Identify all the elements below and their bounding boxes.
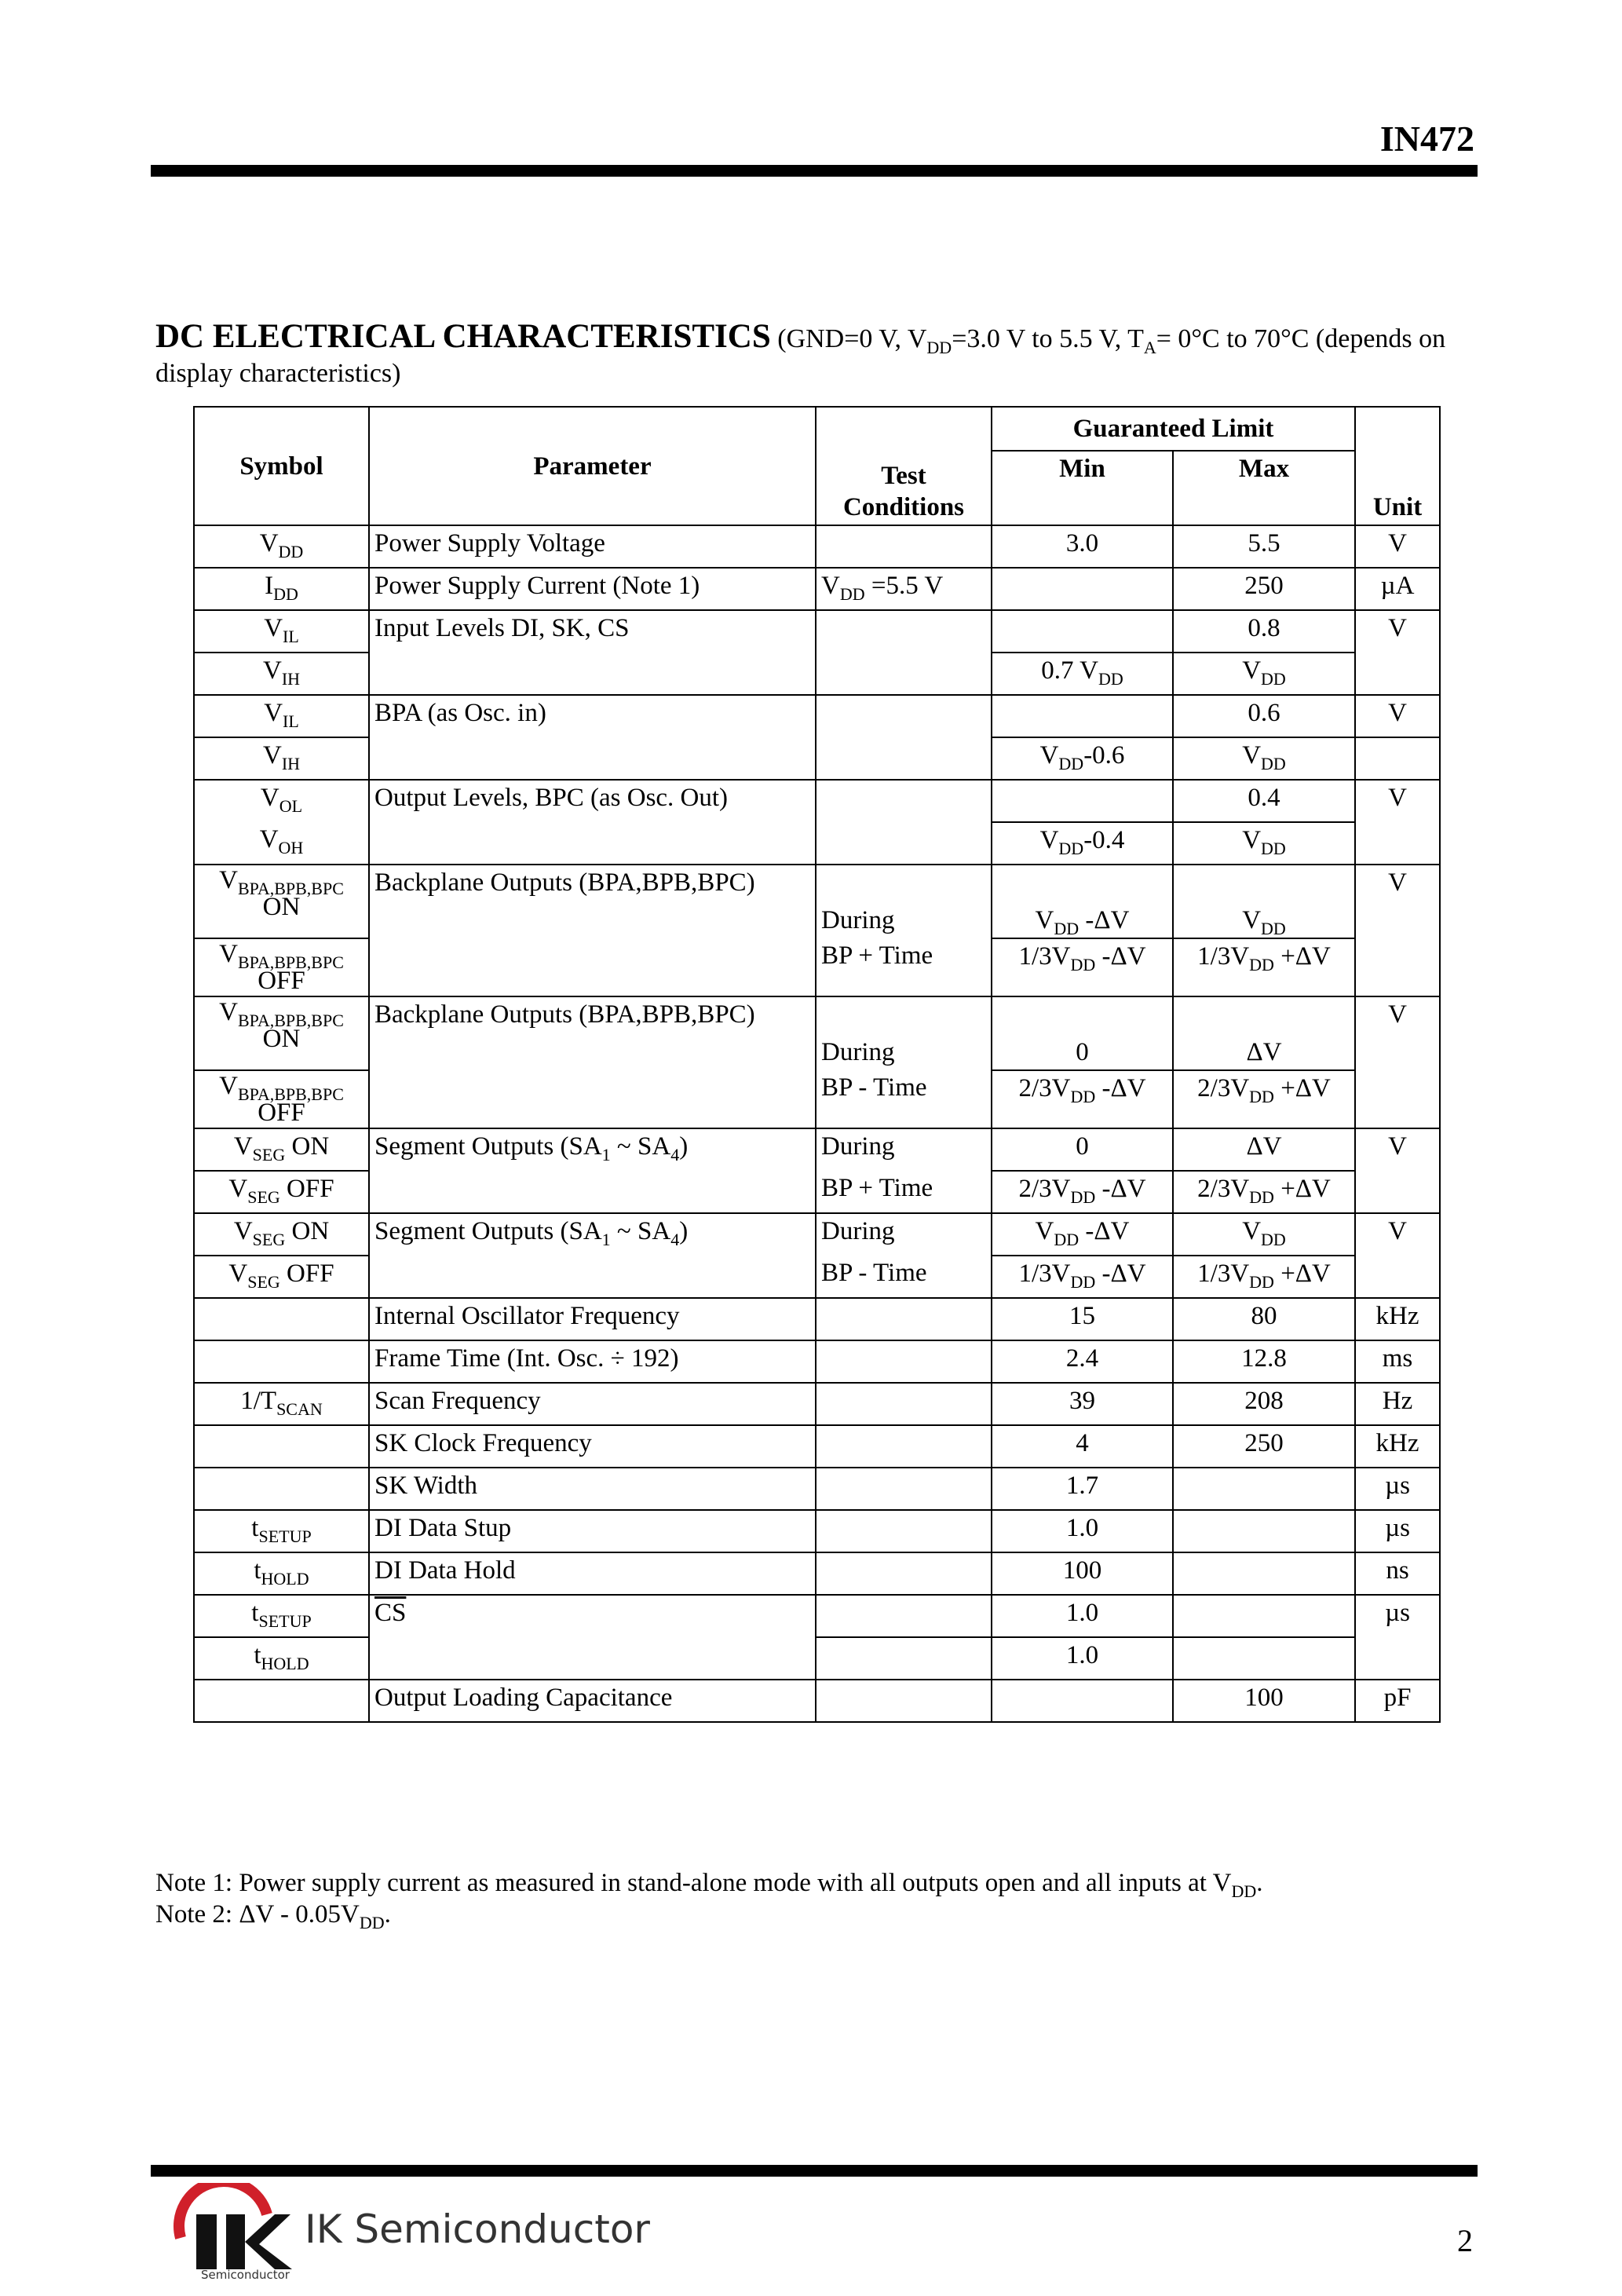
test-cell — [816, 525, 992, 568]
min-cell: $V_{DD}$ -ΔV — [992, 1213, 1173, 1256]
symbol-cell: $t_{SETUP}$ — [194, 1510, 369, 1552]
min-cell — [992, 1680, 1173, 1722]
max-cell: 0.8 — [1173, 610, 1355, 653]
table-row — [194, 1213, 1440, 1256]
test-cell: $V_{DD} =5.5$ V — [816, 568, 992, 610]
parameter-cell: Input Levels DI, SK, CS — [369, 610, 816, 695]
symbol-cell: $t_{SETUP}$ — [194, 1595, 369, 1637]
parameter-cell: Frame Time (Int. Osc. ÷ 192) — [369, 1340, 816, 1383]
unit-cell: ns — [1355, 1552, 1440, 1595]
min-cell: 1.0 — [992, 1595, 1173, 1637]
unit-cell: V — [1355, 780, 1440, 865]
part-number: IN472 — [1379, 119, 1474, 159]
min-cell: 2.4 — [992, 1340, 1173, 1383]
min-cell: 39 — [992, 1383, 1173, 1425]
symbol-cell: $V_{IH}$ — [194, 737, 369, 780]
max-cell — [1173, 1468, 1355, 1510]
test-cell — [816, 1468, 992, 1510]
parameter-cell: DI Data Hold — [369, 1552, 816, 1595]
unit-cell: Hz — [1355, 1383, 1440, 1425]
table-row — [194, 610, 1440, 653]
test-cell: During — [816, 1128, 992, 1171]
max-cell: $V_{DD}$ — [1173, 653, 1355, 695]
parameter-cell: Backplane Outputs (BPA,BPB,BPC) — [369, 996, 816, 1128]
unit-cell: V — [1355, 865, 1440, 996]
parameter-cell: Output Levels, BPC (as Osc. Out) — [369, 780, 816, 865]
min-cell — [992, 780, 1173, 822]
min-cell: 15 — [992, 1298, 1173, 1340]
table-row — [194, 1425, 1440, 1468]
max-cell: 250 — [1173, 568, 1355, 610]
section-heading — [155, 320, 1482, 391]
symbol-cell: $V_{BPA,BPB,BPC}$ ON — [194, 865, 369, 938]
max-cell: 250 — [1173, 1425, 1355, 1468]
note-2: Note 2: ΔV - $0.05V_{DD}$. — [155, 1900, 391, 1932]
max-cell: 12.8 — [1173, 1340, 1355, 1383]
test-cell — [816, 1510, 992, 1552]
parameter-cell: Segment Outputs ($SA_1$ ~ $SA_4$) — [369, 1213, 816, 1298]
table-row — [194, 1383, 1440, 1425]
max-cell: 0.6 — [1173, 695, 1355, 737]
test-cell — [816, 610, 992, 695]
symbol-cell: $V_{SEG}$ OFF — [194, 1171, 369, 1213]
unit-cell: µs — [1355, 1510, 1440, 1552]
parameter-cell: Power Supply Current (Note 1) — [369, 568, 816, 610]
symbol-cell — [194, 1468, 369, 1510]
parameter-cell: Internal Oscillator Frequency — [369, 1298, 816, 1340]
test-cell: During — [816, 996, 992, 1070]
parameter-cell: Backplane Outputs (BPA,BPB,BPC) — [369, 865, 816, 996]
parameter-cell: SK Width — [369, 1468, 816, 1510]
min-cell — [992, 568, 1173, 610]
table-row — [194, 1595, 1440, 1637]
max-cell — [1173, 1595, 1355, 1637]
parameter-cell: Segment Outputs ($SA_1$ ~ $SA_4$) — [369, 1128, 816, 1213]
symbol-cell: $V_{OL}$ — [194, 780, 369, 822]
unit-cell: V — [1355, 1213, 1440, 1298]
table-row — [194, 996, 1440, 1070]
brand-name: IK Semiconductor — [305, 2206, 650, 2252]
unit-cell: kHz — [1355, 1298, 1440, 1340]
max-cell: 80 — [1173, 1298, 1355, 1340]
brand-subtitle: Semiconductor — [201, 2268, 290, 2282]
header-rule — [151, 165, 1478, 177]
min-cell: 0.7 $V_{DD}$ — [992, 653, 1173, 695]
min-cell: 100 — [992, 1552, 1173, 1595]
test-cell — [816, 1680, 992, 1722]
max-cell: $V_{DD}$ — [1173, 737, 1355, 780]
symbol-cell — [194, 1298, 369, 1340]
max-cell: $2/3V_{DD} +\Delta V$ — [1173, 1070, 1355, 1128]
test-cell — [816, 780, 992, 865]
max-cell: 208 — [1173, 1383, 1355, 1425]
min-cell: 0 — [992, 996, 1173, 1070]
symbol-cell: $V_{SEG}$ ON — [194, 1128, 369, 1171]
header-max: Max — [1173, 451, 1355, 525]
parameter-cell: BPA (as Osc. in) — [369, 695, 816, 780]
table-row — [194, 1128, 1440, 1171]
unit-cell: µs — [1355, 1468, 1440, 1510]
unit-cell: V — [1355, 695, 1440, 737]
table-row — [194, 525, 1440, 568]
table-header-row — [194, 407, 1440, 451]
max-cell: $1/3V_{DD} +\Delta V$ — [1173, 938, 1355, 996]
table-row — [194, 1552, 1440, 1595]
header-guaranteed-limit: Guaranteed Limit — [992, 407, 1355, 451]
symbol-cell: $V_{IL}$ — [194, 695, 369, 737]
max-cell: $V_{DD}$ — [1173, 865, 1355, 938]
header-symbol: Symbol — [194, 407, 369, 525]
table-row — [194, 695, 1440, 737]
test-cell — [816, 695, 992, 780]
min-cell — [992, 610, 1173, 653]
symbol-cell: $V_{OH}$ — [194, 822, 369, 865]
symbol-cell — [194, 1425, 369, 1468]
max-cell: $V_{DD}$ — [1173, 822, 1355, 865]
max-cell: 5.5 — [1173, 525, 1355, 568]
header-test-conditions: Test Conditions — [816, 407, 992, 525]
parameter-cell: $\overline{CS}$ — [369, 1595, 816, 1680]
header-unit: Unit — [1355, 407, 1440, 525]
table-row — [194, 1340, 1440, 1383]
test-cell — [816, 1383, 992, 1425]
page-number: 2 — [1457, 2223, 1473, 2258]
unit-cell: V — [1355, 996, 1440, 1128]
test-cell — [816, 1595, 992, 1637]
table-row — [194, 1468, 1440, 1510]
symbol-cell: $V_{SEG}$ ON — [194, 1213, 369, 1256]
symbol-cell: $t_{HOLD}$ — [194, 1637, 369, 1680]
symbol-cell: $V_{SEG}$ OFF — [194, 1256, 369, 1298]
min-cell: 3.0 — [992, 525, 1173, 568]
max-cell: 0.4 — [1173, 780, 1355, 822]
min-cell: $1/3V_{DD}$ -ΔV — [992, 1256, 1173, 1298]
table-row — [194, 1298, 1440, 1340]
symbol-cell: $V_{DD}$ — [194, 525, 369, 568]
symbol-cell: $I_{DD}$ — [194, 568, 369, 610]
min-cell: $1/3V_{DD}$ -ΔV — [992, 938, 1173, 996]
test-cell: During — [816, 865, 992, 938]
dc-characteristics-table — [193, 406, 1441, 1723]
max-cell: $V_{DD}$ — [1173, 1213, 1355, 1256]
min-cell: 1.0 — [992, 1510, 1173, 1552]
symbol-cell: $t_{HOLD}$ — [194, 1552, 369, 1595]
max-cell: ΔV — [1173, 996, 1355, 1070]
test-cell — [816, 1425, 992, 1468]
max-cell: $1/3V_{DD} +\Delta V$ — [1173, 1256, 1355, 1298]
test-cell: BP + Time — [816, 938, 992, 996]
max-cell — [1173, 1637, 1355, 1680]
table-row — [194, 1680, 1440, 1722]
header-min: Min — [992, 451, 1173, 525]
symbol-cell: $V_{BPA,BPB,BPC}$ OFF — [194, 938, 369, 996]
unit-cell — [1355, 737, 1440, 780]
unit-cell: V — [1355, 525, 1440, 568]
parameter-cell: SK Clock Frequency — [369, 1425, 816, 1468]
symbol-cell: $1/T_{SCAN}$ — [194, 1383, 369, 1425]
symbol-cell: $V_{BPA,BPB,BPC}$ OFF — [194, 1070, 369, 1128]
symbol-cell: $V_{BPA,BPB,BPC}$ ON — [194, 996, 369, 1070]
header-parameter: Parameter — [369, 407, 816, 525]
test-cell — [816, 1552, 992, 1595]
min-cell: 1.0 — [992, 1637, 1173, 1680]
symbol-cell — [194, 1340, 369, 1383]
symbol-cell — [194, 1680, 369, 1722]
unit-cell: kHz — [1355, 1425, 1440, 1468]
min-cell: 4 — [992, 1425, 1173, 1468]
parameter-cell: Scan Frequency — [369, 1383, 816, 1425]
min-cell: $V_{DD}-0.6$ — [992, 737, 1173, 780]
max-cell: $2/3V_{DD} +\Delta V$ — [1173, 1171, 1355, 1213]
min-cell: 1.7 — [992, 1468, 1173, 1510]
unit-cell: V — [1355, 1128, 1440, 1213]
test-cell — [816, 1298, 992, 1340]
parameter-cell: DI Data Stup — [369, 1510, 816, 1552]
table-row — [194, 568, 1440, 610]
min-cell: 0 — [992, 1128, 1173, 1171]
test-cell: BP - Time — [816, 1256, 992, 1298]
unit-cell: µA — [1355, 568, 1440, 610]
parameter-cell: Power Supply Voltage — [369, 525, 816, 568]
test-cell — [816, 1340, 992, 1383]
unit-cell: ms — [1355, 1340, 1440, 1383]
max-cell: ΔV — [1173, 1128, 1355, 1171]
min-cell: $2/3V_{DD}$ -ΔV — [992, 1070, 1173, 1128]
test-cell: BP + Time — [816, 1171, 992, 1213]
section-title: DC ELECTRICAL CHARACTERISTICS — [155, 318, 771, 355]
test-cell — [816, 1637, 992, 1680]
footer-rule — [151, 2165, 1478, 2177]
min-cell — [992, 695, 1173, 737]
min-cell: $2/3V_{DD}$ -ΔV — [992, 1171, 1173, 1213]
max-cell — [1173, 1510, 1355, 1552]
test-cell: BP - Time — [816, 1070, 992, 1128]
symbol-cell: $V_{IL}$ — [194, 610, 369, 653]
min-cell: $V_{DD}-0.4$ — [992, 822, 1173, 865]
table-row — [194, 1510, 1440, 1552]
min-cell: $V_{DD}$ -ΔV — [992, 865, 1173, 938]
table-row — [194, 780, 1440, 822]
unit-cell: V — [1355, 610, 1440, 695]
parameter-cell: Output Loading Capacitance — [369, 1680, 816, 1722]
max-cell — [1173, 1552, 1355, 1595]
unit-cell: µs — [1355, 1595, 1440, 1680]
table-row — [194, 865, 1440, 938]
unit-cell: pF — [1355, 1680, 1440, 1722]
conditions-text: (GND=0 V, $V_{DD}=3.0$ V to 5.5 V, $T_A= 0^\circ C$ to 70°C (depends on display characteristics) — [155, 324, 1446, 388]
symbol-cell: $V_{IH}$ — [194, 653, 369, 695]
max-cell: 100 — [1173, 1680, 1355, 1722]
test-cell: During — [816, 1213, 992, 1256]
note-1: Note 1: Power supply current as measured in stand-alone mode with all outputs open and all inputs at $V_{DD}$. — [155, 1869, 1263, 1901]
